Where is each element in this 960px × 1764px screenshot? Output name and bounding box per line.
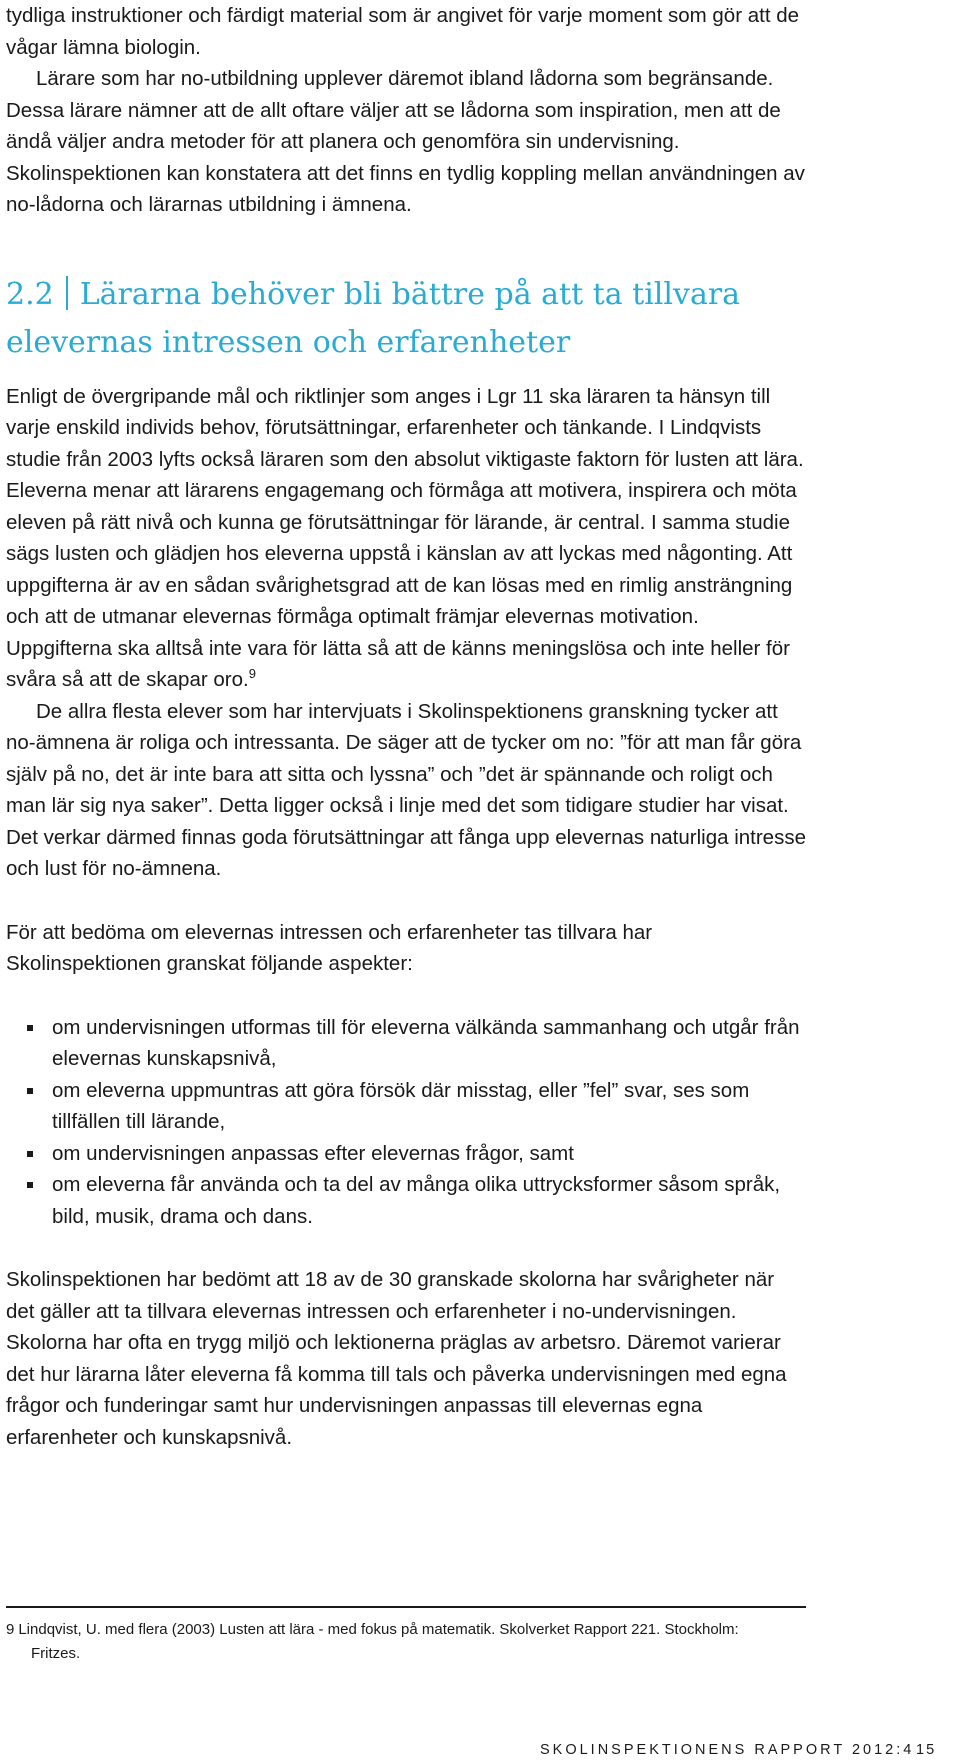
running-footer-title: SKOLINSPEKTIONENS RAPPORT 2012:4 [540,1742,915,1758]
intro-paragraph-2: Lärare som har no-utbildning upplever däremot ibland lådorna som begränsande. Dessa lärare nämner att de allt oftare väljer att se lådorna som inspiration, men att de ändå väljer andra metoder för att planera och genomföra sin undervisning. Skolinspektionen kan konstatera att det finns en tydlig koppling mellan användningen av no-lådorna och lärarnas utbildning i ämnena. [6,67,805,216]
footnote-reference: 9 [248,666,256,681]
list-item [6,1075,806,1138]
footnote-number: 9 [6,1621,15,1638]
section-paragraph-4: Skolinspektionen har bedömt att 18 av de 30 granskade skolorna har svårigheter när det gäller att ta tillvara elevernas intressen och erfarenheter i no-undervisningen. Skolorna har ofta en trygg miljö och lektionerna präglas av arbetsro. Däremot varierar det hur lärarna låter eleverna få komma till tals och påverka undervisningen med egna frågor och funderingar samt hur undervisningen anpassas till elevernas egna erfarenheter och kunskapsnivå. [6,1268,787,1449]
aspect-list [6,1012,806,1233]
list-item [6,1138,806,1170]
bullet-icon [27,1025,33,1031]
section-number: 2.2 [6,276,54,312]
bullet-icon [27,1151,33,1157]
list-item [6,1012,806,1075]
section-paragraph-3: För att bedöma om elevernas intressen och erfarenheter tas tillvara har Skolinspektionen granskat följande aspekter: [6,920,653,975]
list-item-text: om undervisningen utformas till för eleverna välkända sammanhang och utgår från elevernas kunskapsnivå, [52,1015,800,1070]
page-number: 15 [916,1742,937,1758]
footnote-line-2: Fritzes. [31,1645,81,1662]
bullet-icon [27,1182,33,1188]
section-heading [6,271,806,367]
footnote-text: Lindqvist, U. med flera (2003) Lusten att lära - med fokus på matematik. Skolverket Rapport 221. Stockholm: [18,1621,739,1638]
list-item-text: om eleverna uppmuntras att göra försök där misstag, eller ”fel” svar, ses som tillfällen till lärande, [52,1078,750,1133]
page-body [6,0,806,1453]
section-paragraph-1 [6,381,806,696]
footnote-divider [6,1606,806,1608]
list-item [6,1169,806,1232]
heading-divider [66,276,68,310]
section-title: Lärarna behöver bli bättre på att ta tillvara elevernas intressen och erfarenheter [6,276,741,360]
section-paragraph-2: De allra flesta elever som har intervjuats i Skolinspektionens granskning tycker att no-ämnena är roliga och intressanta. De säger att de tycker om no: ”för att man får göra själv på no, det är inte bara att sitta och lyssna” och ”det är spännande och roligt och man lär sig nya saker”. Detta ligger också i linje med det som tidigare studier har visat. Det verkar därmed finnas goda förutsättningar att fånga upp elevernas naturliga intresse och lust för no-ämnena. [6,699,806,880]
footnote [6,1618,816,1666]
list-item-text: om eleverna får använda och ta del av många olika uttrycksformer såsom språk, bild, musik, drama och dans. [52,1173,781,1228]
intro-paragraph-1: tydliga instruktioner och färdigt material som är angivet för varje moment som gör att de vågar lämna biologin. [6,4,800,59]
list-item-text: om undervisningen anpassas efter elevernas frågor, samt [52,1141,574,1165]
bullet-icon [27,1088,33,1094]
footnote-line-1 [6,1618,816,1642]
section-paragraph-1-text: Enligt de övergripande mål och riktlinjer som anges i Lgr 11 ska läraren ta hänsyn till varje enskild individs behov, förutsättningar, erfarenheter och tänkande. I Lindqvists studie från 2003 lyfts också läraren som den absolut viktigaste faktorn för lusten att lära. Eleverna menar att lärarens engagemang och förmåga att motivera, inspirera och möta eleven på rätt nivå och kunna ge förutsättningar för lärande, är central. I samma studie sägs lusten och glädjen hos eleverna uppstå i känslan av att lyckas med någonting. Att uppgifterna är av en sådan svårighetsgrad att de kan lösas med en rimlig ansträngning och att de utmanar elevernas förmåga optimalt främjar elevernas motivation. Uppgifterna ska alltså inte vara för lätta så att de känns meningslösa och inte heller för svåra så att de skapar oro. [6,384,804,691]
